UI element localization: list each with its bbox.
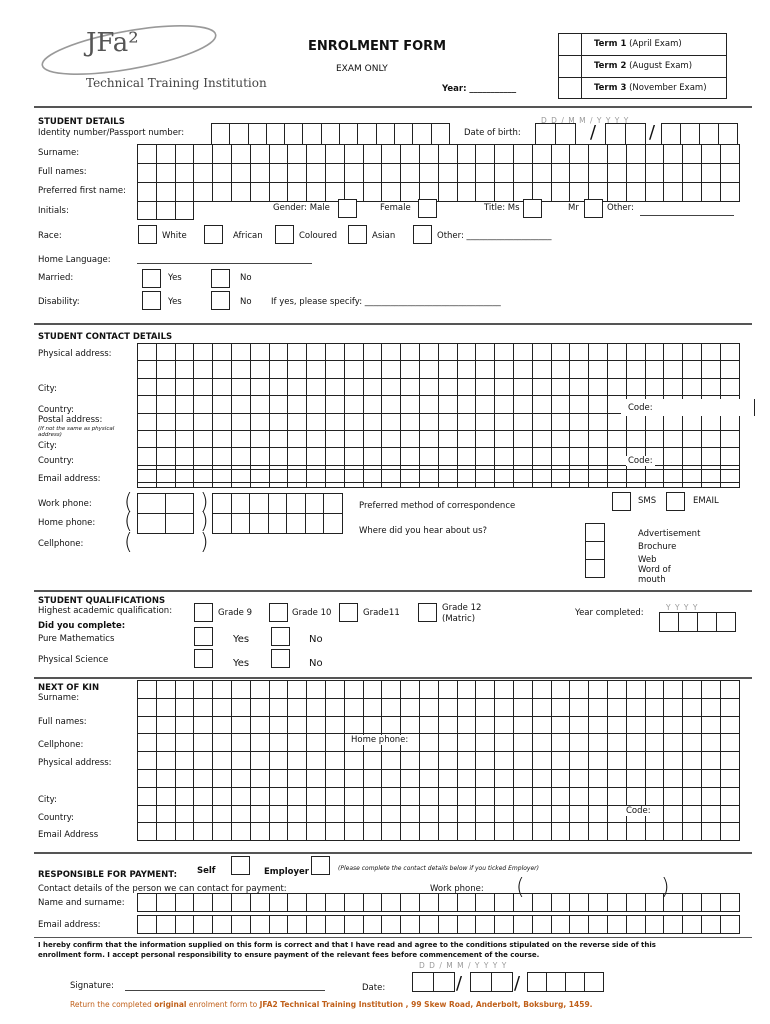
self-checkbox[interactable] (231, 856, 250, 875)
kin-cellphone-label: Cellphone: (38, 740, 84, 750)
signature-line[interactable] (125, 990, 325, 991)
physical-address-label: Physical address: (38, 349, 112, 359)
next-of-kin-heading: NEXT OF KIN (38, 683, 100, 693)
grade12-label: Grade 12 (442, 603, 482, 613)
title-mr-label: Mr (568, 203, 579, 213)
area-code-grid[interactable] (137, 493, 194, 534)
email-label: Email address: (38, 474, 101, 484)
year-completed-placeholder: Y Y Y Y (666, 603, 699, 612)
disability-no-label: No (240, 297, 252, 307)
pure-maths-label: Pure Mathematics (38, 634, 115, 644)
employer-label: Employer (264, 867, 309, 877)
cellphone-label: Cellphone: (38, 539, 84, 549)
payment-email-label: Email address: (38, 920, 101, 930)
initials-grid[interactable] (137, 201, 194, 220)
city-label: City: (38, 384, 57, 394)
work-phone-label: Work phone: (38, 499, 92, 509)
declaration-month-grid[interactable] (470, 972, 513, 992)
disability-yes-label: Yes (168, 297, 182, 307)
dob-day-grid[interactable] (535, 123, 576, 145)
race-white-checkbox[interactable] (138, 225, 157, 244)
dob-label: Date of birth: (464, 128, 521, 138)
logo-text: JFa² (86, 28, 139, 58)
id-number-grid[interactable] (211, 123, 450, 145)
city2-label: City: (38, 441, 57, 451)
divider (34, 937, 752, 938)
country-label: Country: (38, 405, 75, 415)
race-coloured-label: Coloured (299, 231, 338, 241)
maths-yes-checkbox[interactable] (194, 627, 213, 646)
country2-label: Country: (38, 456, 75, 466)
race-label: Race: (38, 231, 62, 241)
married-no-label: No (240, 273, 252, 283)
year-completed-grid[interactable] (659, 612, 736, 632)
divider (34, 106, 752, 108)
form-subtitle: EXAM ONLY (336, 64, 388, 74)
race-other-label[interactable]: Other: ____________________ (437, 231, 552, 241)
kin-surname-label: Surname: (38, 693, 80, 703)
institution-name: Technical Training Institution (86, 76, 267, 90)
name-grid[interactable] (137, 144, 740, 202)
sms-label: SMS (638, 496, 657, 506)
phone-number-grid[interactable] (212, 493, 343, 534)
race-african-label: African (233, 231, 263, 241)
race-white-label: White (162, 231, 187, 241)
title-mr-checkbox[interactable] (584, 199, 603, 218)
employer-checkbox[interactable] (311, 856, 330, 875)
payment-email-grid[interactable] (137, 915, 740, 934)
kin-physical-address-label: Physical address: (38, 758, 112, 768)
declaration-line-2: enrollment form. I accept personal responsibility to ensure payment of the relevant fees before commencement of the course. (38, 951, 540, 959)
gender-male-checkbox[interactable] (338, 199, 357, 218)
kin-city-label: City: (38, 795, 57, 805)
maths-yes-label: Yes (233, 634, 250, 645)
preferred-name-label: Preferred first name: (38, 186, 126, 196)
signature-label: Signature: (70, 981, 114, 991)
code-label-1: Code: (628, 403, 653, 413)
initials-label: Initials: (38, 206, 69, 216)
declaration-date-placeholder: D D / M M / Y Y Y Y (419, 961, 508, 970)
email-checkbox[interactable] (666, 492, 685, 511)
married-label: Married: (38, 273, 74, 283)
declaration-line-1: I hereby confirm that the information supplied on this form is correct and that I have read and agree to the conditions stipulated on the reverse side of this (38, 941, 656, 949)
source-word-of-mouth: Word of mouth (638, 565, 671, 585)
self-label: Self (197, 866, 216, 876)
race-coloured-checkbox[interactable] (275, 225, 294, 244)
grade11-label: Grade11 (363, 608, 400, 618)
kin-home-phone-label: Home phone: (348, 735, 411, 745)
postal-address-label: Postal address: (38, 415, 103, 425)
kin-country-label: Country: (38, 813, 75, 823)
kin-grid[interactable] (137, 680, 740, 841)
code-label-2: Code: (628, 456, 653, 466)
kin-full-names-label: Full names: (38, 717, 87, 727)
grade9-label: Grade 9 (218, 608, 253, 618)
title-ms-checkbox[interactable] (523, 199, 542, 218)
footer-return-note: Return the completed original enrolment form to JFA2 Technical Training Institution , 99 Skew Road, Anderbolt, Boksburg, 1459. (70, 1000, 593, 1009)
maths-no-checkbox[interactable] (271, 627, 290, 646)
source-advertisement: Advertisement (638, 529, 701, 539)
payment-work-phone-label: Work phone: (430, 884, 484, 894)
disability-yes-checkbox[interactable] (142, 291, 161, 310)
science-no-checkbox[interactable] (271, 649, 290, 668)
married-yes-checkbox[interactable] (142, 269, 161, 288)
full-names-label: Full names: (38, 167, 87, 177)
race-asian-label: Asian (372, 231, 396, 241)
declaration-year-grid[interactable] (527, 972, 604, 992)
divider (34, 323, 752, 325)
id-label: Identity number/Passport number: (38, 128, 185, 138)
surname-label: Surname: (38, 148, 80, 158)
term-checkbox-column[interactable] (558, 33, 582, 99)
home-language-line[interactable] (137, 263, 312, 264)
year-completed-label: Year completed: (575, 608, 644, 618)
kin-code-label: Code: (626, 806, 651, 816)
race-asian-checkbox[interactable] (348, 225, 367, 244)
divider (34, 590, 752, 592)
source-checkboxes[interactable] (585, 523, 605, 578)
payment-name-label: Name and surname: (38, 898, 125, 908)
dob-month-grid[interactable] (605, 123, 646, 145)
gender-female-checkbox[interactable] (418, 199, 437, 218)
year-field[interactable]: Year: ___________ (442, 84, 517, 94)
payment-contact-label: Contact details of the person we can contact for payment: (38, 884, 287, 894)
email-grid[interactable] (137, 469, 740, 488)
divider (34, 677, 752, 679)
grade10-label: Grade 10 (292, 608, 332, 618)
grade10-checkbox[interactable] (269, 603, 288, 622)
disability-label: Disability: (38, 297, 80, 307)
race-other-checkbox[interactable] (413, 225, 432, 244)
married-yes-label: Yes (168, 273, 182, 283)
term-1[interactable]: Term 1 (April Exam) (594, 39, 682, 49)
grade11-checkbox[interactable] (339, 603, 358, 622)
disability-specify[interactable]: If yes, please specify: ________________________________ (271, 297, 501, 307)
physical-science-label: Physical Science (38, 655, 109, 665)
did-you-complete-label: Did you complete: (38, 621, 126, 631)
term-3[interactable]: Term 3 (November Exam) (594, 83, 707, 93)
student-details-heading: STUDENT DETAILS (38, 117, 125, 127)
form-title: ENROLMENT FORM (308, 39, 447, 54)
gender-male-label: Gender: Male (273, 203, 330, 213)
grade12-checkbox[interactable] (418, 603, 437, 622)
sms-checkbox[interactable] (612, 492, 631, 511)
qualifications-heading: STUDENT QUALIFICATIONS (38, 596, 166, 606)
race-african-checkbox[interactable] (204, 225, 223, 244)
home-language-label: Home Language: (38, 255, 111, 265)
dob-placeholder: D D / M M / Y Y Y Y (541, 116, 630, 125)
email-option-label: EMAIL (693, 496, 719, 506)
postal-note: (If not the same as physical address) (38, 426, 115, 438)
highest-qualification-label: Highest academic qualification: (38, 606, 173, 616)
source-web: Web (638, 555, 657, 565)
hear-about-label: Where did you hear about us? (359, 526, 488, 536)
title-other-label: Other: (607, 203, 634, 213)
contact-heading: STUDENT CONTACT DETAILS (38, 332, 173, 342)
payment-heading: RESPONSIBLE FOR PAYMENT: (38, 870, 178, 880)
disability-no-checkbox[interactable] (211, 291, 230, 310)
divider (34, 852, 752, 854)
kin-email-label: Email Address (38, 830, 99, 840)
matric-label: (Matric) (442, 614, 476, 624)
grade9-checkbox[interactable] (194, 603, 213, 622)
title-ms-label: Title: Ms (484, 203, 520, 213)
maths-no-label: No (309, 634, 323, 645)
science-yes-label: Yes (233, 658, 250, 669)
declaration-day-grid[interactable] (412, 972, 455, 992)
science-yes-checkbox[interactable] (194, 649, 213, 668)
source-brochure: Brochure (638, 542, 677, 552)
gender-female-label: Female (380, 203, 411, 213)
term-2[interactable]: Term 2 (August Exam) (594, 61, 693, 71)
title-other-line[interactable] (640, 215, 734, 216)
married-no-checkbox[interactable] (211, 269, 230, 288)
science-no-label: No (309, 658, 323, 669)
payment-name-grid[interactable] (137, 893, 740, 912)
dob-year-grid[interactable] (661, 123, 738, 145)
payment-note: (Please complete the contact details below if you ticked Employer) (338, 865, 539, 872)
home-phone-label: Home phone: (38, 518, 96, 528)
preferred-method-label: Preferred method of correspondence (359, 501, 516, 511)
declaration-date-label: Date: (362, 983, 386, 993)
